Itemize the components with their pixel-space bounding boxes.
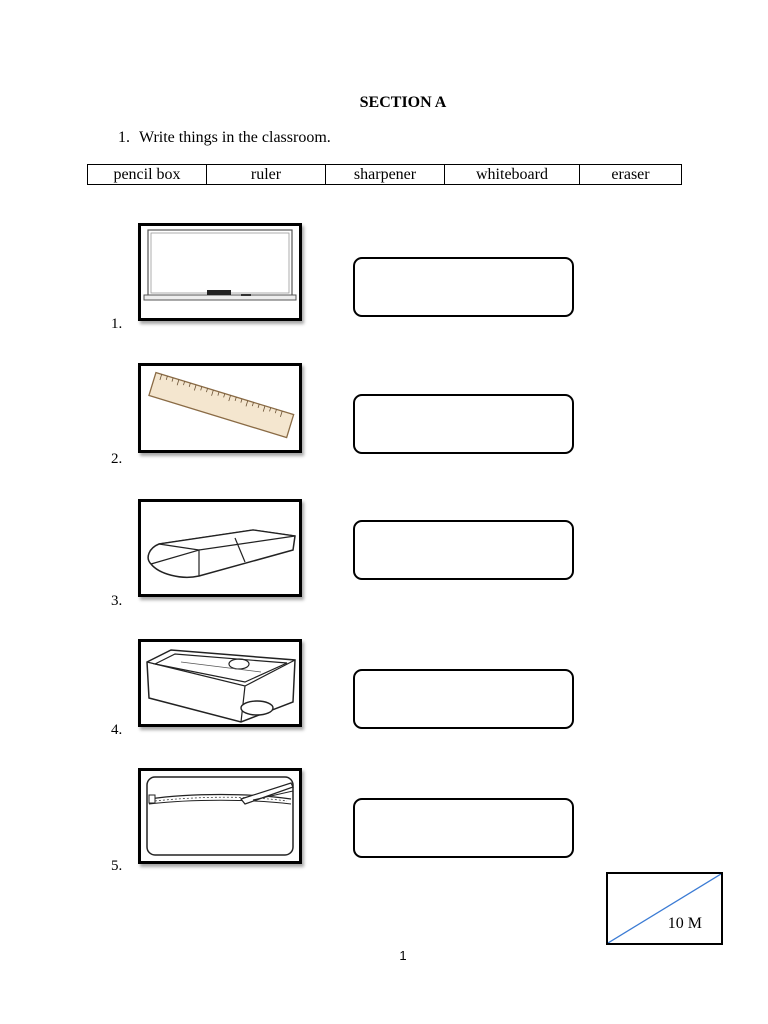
eraser-icon [141, 502, 299, 594]
answer-box[interactable] [353, 798, 574, 858]
word-bank-cell: pencil box [88, 165, 207, 185]
word-bank-cell: eraser [580, 165, 682, 185]
answer-box[interactable] [353, 669, 574, 729]
answer-box[interactable] [353, 257, 574, 317]
ruler-icon [141, 366, 299, 450]
word-bank-cell: sharpener [326, 165, 445, 185]
eraser-picture [138, 499, 302, 597]
item-number: 4. [111, 722, 123, 738]
marks-box [606, 872, 723, 945]
marks-diagonal [608, 874, 721, 943]
question-instruction [118, 129, 331, 147]
item-number: 1. [111, 316, 123, 332]
page-number: 1 [399, 948, 407, 963]
sharpener-icon [141, 642, 299, 724]
item-number: 5. [111, 858, 123, 874]
pencil-box-picture [138, 768, 302, 864]
whiteboard-icon [141, 226, 299, 318]
section-title: SECTION A [359, 94, 447, 111]
marks-label: 10 M [667, 915, 702, 932]
word-bank-cell: ruler [207, 165, 326, 185]
word-bank-table [87, 164, 682, 185]
ruler-picture [138, 363, 302, 453]
answer-box[interactable] [353, 394, 574, 454]
sharpener-picture [138, 639, 302, 727]
item-number: 2. [111, 451, 123, 467]
question-text: Write things in the classroom. [139, 129, 331, 146]
pencil-box-icon [141, 771, 299, 861]
whiteboard-picture [138, 223, 302, 321]
word-bank-cell: whiteboard [445, 165, 580, 185]
question-number: 1. [118, 129, 130, 146]
answer-box[interactable] [353, 520, 574, 580]
item-number: 3. [111, 593, 123, 609]
